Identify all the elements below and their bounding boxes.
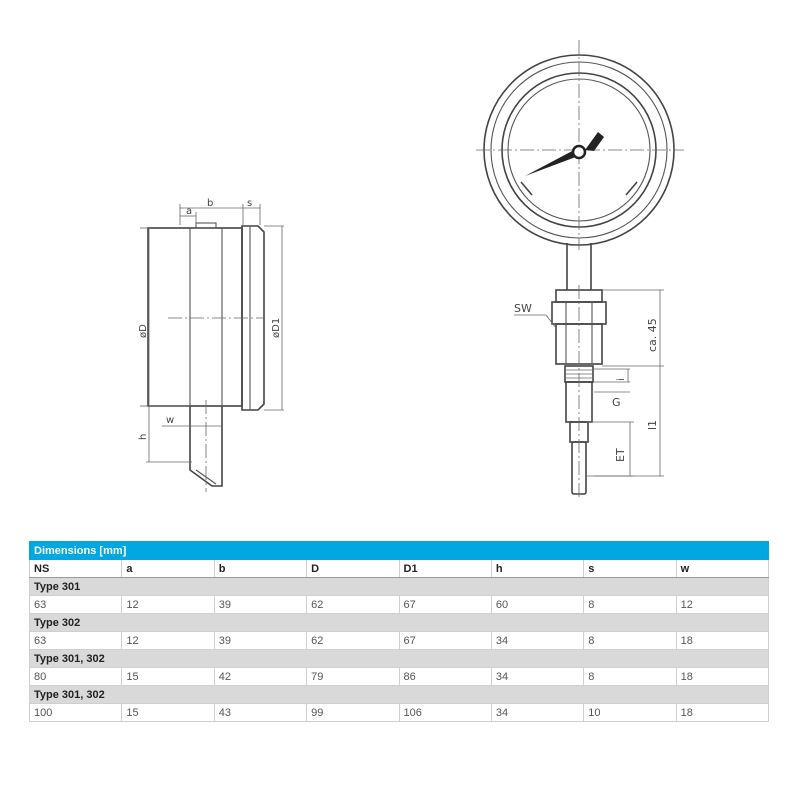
label-s: s	[247, 198, 253, 209]
table-cell: 34	[491, 704, 583, 722]
table-cell: 62	[307, 596, 399, 614]
table-row	[30, 632, 769, 650]
table-cell: 43	[214, 704, 306, 722]
front-view	[476, 40, 684, 500]
table-cell: 18	[676, 668, 768, 686]
type-group-label: Type 302	[30, 614, 769, 632]
type-group-label: Type 301, 302	[30, 650, 769, 668]
pointer-hub	[573, 146, 585, 158]
label-h: h	[138, 433, 149, 440]
table-cell: 67	[399, 596, 491, 614]
table-cell: 12	[122, 596, 214, 614]
table-cell: 39	[214, 596, 306, 614]
table-cell: 8	[584, 596, 676, 614]
type-group-label: Type 301	[30, 578, 769, 596]
table-row	[30, 596, 769, 614]
label-l1: l1	[646, 419, 659, 430]
column-header: D	[307, 560, 399, 578]
table-cell: 8	[584, 632, 676, 650]
table-cell: 34	[491, 632, 583, 650]
label-a: a	[186, 206, 193, 217]
table-cell: 106	[399, 704, 491, 722]
pointer-tail	[585, 132, 604, 151]
table-row	[30, 704, 769, 722]
column-header: NS	[30, 560, 122, 578]
table-cell: 67	[399, 632, 491, 650]
column-header: D1	[399, 560, 491, 578]
label-w: w	[166, 415, 175, 426]
column-header: s	[584, 560, 676, 578]
label-SW: SW	[514, 302, 532, 315]
table-cell: 42	[214, 668, 306, 686]
table-cell: 63	[30, 596, 122, 614]
type-group-label: Type 301, 302	[30, 686, 769, 704]
column-header: w	[676, 560, 768, 578]
column-header: a	[122, 560, 214, 578]
table-cell: 15	[122, 704, 214, 722]
table-cell: 100	[30, 704, 122, 722]
column-header: b	[214, 560, 306, 578]
side-view	[138, 198, 284, 492]
table-cell: 12	[676, 596, 768, 614]
table-cell: 80	[30, 668, 122, 686]
label-ET: ET	[614, 448, 627, 462]
table-cell: 63	[30, 632, 122, 650]
table-cell: 8	[584, 668, 676, 686]
table-cell: 15	[122, 668, 214, 686]
neck	[567, 243, 591, 290]
table-cell: 18	[676, 704, 768, 722]
table-cell: 18	[676, 632, 768, 650]
table-cell: 60	[491, 596, 583, 614]
table-cell: 86	[399, 668, 491, 686]
table-row	[30, 668, 769, 686]
label-D1: øD1	[271, 317, 282, 338]
label-i: i	[616, 378, 627, 381]
label-D: øD	[138, 324, 149, 338]
table-cell: 34	[491, 668, 583, 686]
table-cell: 10	[584, 704, 676, 722]
table-cell: 99	[307, 704, 399, 722]
dimensions-table	[29, 541, 769, 722]
table-header-row	[30, 560, 769, 578]
label-b: b	[207, 198, 214, 209]
table-cell: 62	[307, 632, 399, 650]
table-cell: 12	[122, 632, 214, 650]
table-cell: 39	[214, 632, 306, 650]
label-G: G	[612, 396, 621, 409]
table-cell: 79	[307, 668, 399, 686]
label-ca45: ca. 45	[646, 318, 659, 352]
case-body	[148, 228, 242, 406]
table-title: Dimensions [mm]	[30, 542, 769, 560]
column-header: h	[491, 560, 583, 578]
